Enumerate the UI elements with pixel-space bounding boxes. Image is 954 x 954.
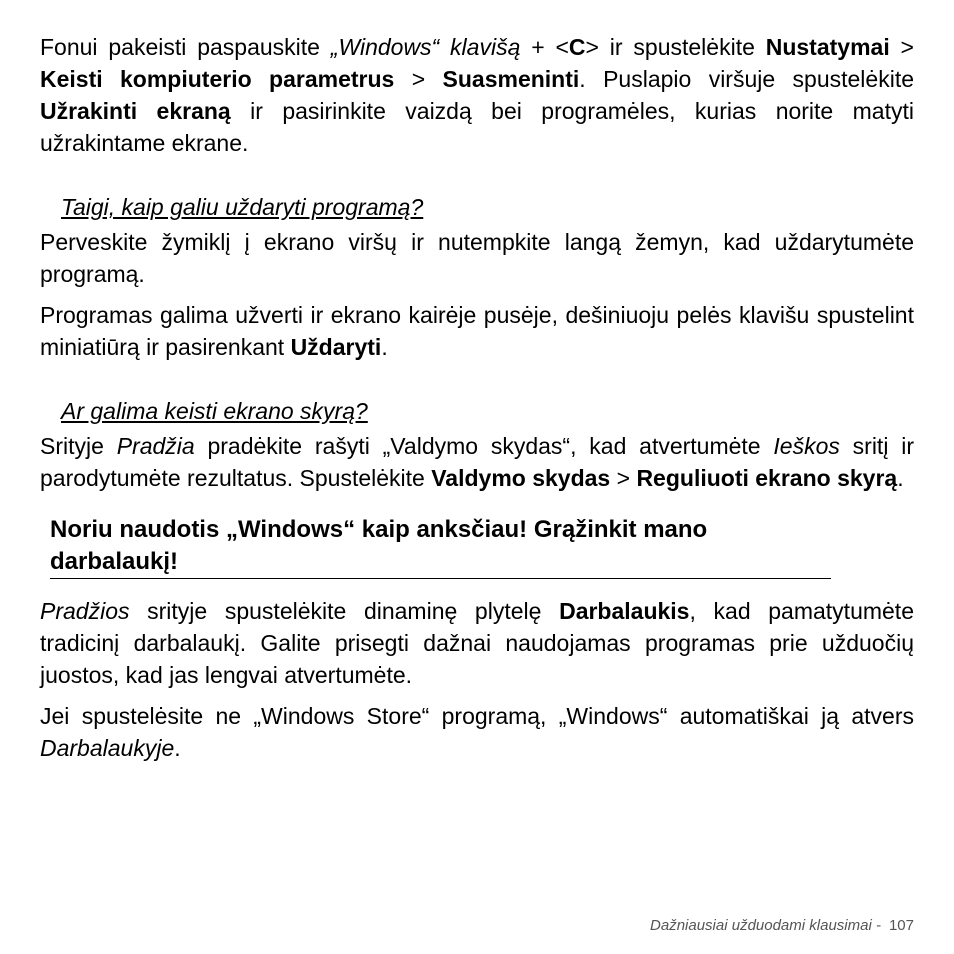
- footer-title: Dažniausiai užduodami klausimai -: [650, 917, 881, 934]
- paragraph-desktop-tile: Pradžios srityje spustelėkite dinaminę plytelę Darbalaukis, kad pamatytumėte tradicinį darbalaukį. Galite prisegti dažnai naudojamas programas prie užduočių juostos, kad jas lengvai atvertumėte.: [40, 598, 914, 688]
- paragraph-lock-screen: Fonui pakeisti paspauskite „Windows“ klavišą + <C> ir spustelėkite Nustatymai > Keisti kompiuterio parametrus > Suasmeninti. Puslapio viršuje spustelėkite Užrakinti ekraną ir pasirinkite vaizdą bei programėles, kurias norite matyti užrakintame ekrane.: [40, 34, 914, 156]
- document-page: [40, 31, 914, 773]
- paragraph-close-thumbnail: Programas galima užverti ir ekrano kairėje pusėje, dešiniuoju pelės klavišu spustelint miniatiūrą ir pasirenkant Uždaryti.: [40, 302, 914, 360]
- paragraph-resolution: Srityje Pradžia pradėkite rašyti „Valdymo skydas“, kad atvertumėte Ieškos sritį ir parodytumėte rezultatus. Spustelėkite Valdymo skydas > Reguliuoti ekrano skyrą.: [40, 433, 914, 491]
- question-close-app: Taigi, kaip galiu uždaryti programą?: [61, 194, 424, 220]
- paragraph-non-store-app: Jei spustelėsite ne „Windows Store“ programą, „Windows“ automatiškai ją atvers Darbalaukyje.: [40, 703, 914, 761]
- question-resolution: Ar galima keisti ekrano skyrą?: [61, 398, 368, 424]
- page-number: 107: [888, 917, 914, 934]
- section-heading: Noriu naudotis „Windows“ kaip anksčiau! Grąžinkit mano darbalaukį!: [50, 514, 831, 579]
- paragraph-close-app: Perveskite žymiklį į ekrano viršų ir nutempkite langą žemyn, kad uždarytumėte programą.: [40, 229, 914, 287]
- page-footer: [650, 917, 914, 934]
